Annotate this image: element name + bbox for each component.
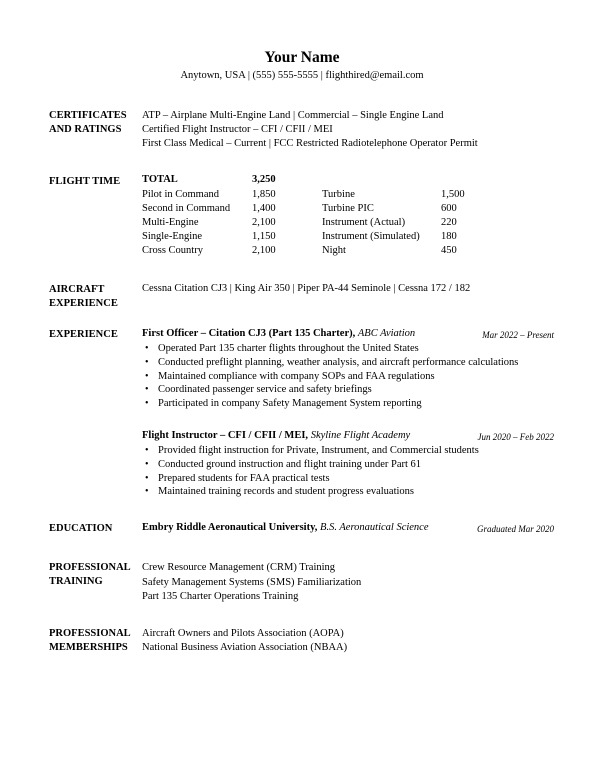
training-list (142, 561, 361, 605)
list-item: Aircraft Owners and Pilots Association (AOPA) (142, 628, 344, 639)
flight-time-right-values: 1,500 600 220 180 450 (441, 189, 465, 256)
education-label: EDUCATION (49, 523, 113, 534)
list-item: • Operated Part 135 charter flights throughout the United States (142, 342, 518, 356)
contact-line: Anytown, USA | (555) 555-5555 | flighthired@email.com (180, 70, 424, 81)
job-bullet-list (142, 444, 479, 499)
experience-label: EXPERIENCE (49, 329, 118, 340)
list-item: National Business Aviation Association (NBAA) (142, 642, 348, 653)
education-entry (142, 522, 429, 533)
job-bullet-list (142, 342, 518, 411)
list-item: Crew Resource Management (CRM) Training (142, 562, 336, 573)
resume-name: Your Name (264, 49, 340, 66)
job-dates: Jun 2020 – Feb 2022 (477, 432, 554, 442)
list-item: • Conducted ground instruction and flight training under Part 61 (142, 458, 479, 472)
job-heading (142, 430, 410, 441)
flight-time-label: FLIGHT TIME (49, 176, 121, 187)
list-item: Safety Management Systems (SMS) Familiarization (142, 576, 362, 588)
job-dates: Mar 2022 – Present (482, 330, 554, 340)
certificate-line: First Class Medical – Current | FCC Restricted Radiotelephone Operator Permit (142, 138, 478, 149)
certificates-label: CERTIFICATES AND RATINGS (49, 110, 127, 135)
job-title: First Officer – Citation CJ3 (Part 135 Charter), (142, 328, 356, 339)
list-item: • Participated in company Safety Management System reporting (142, 397, 518, 411)
flight-time-left-labels: Pilot in Command Second in Command Multi-Engine Single-Engine Cross Country (142, 189, 231, 256)
list-item: • Conducted preflight planning, weather analysis, and aircraft performance calculations (142, 356, 518, 370)
flight-total-value: 3,250 (252, 174, 276, 185)
job-title: Flight Instructor – CFI / CFII / MEI, (142, 430, 309, 441)
training-label: PROFESSIONAL TRAINING (49, 562, 131, 587)
aircraft-list: Cessna Citation CJ3 | King Air 350 | Piper PA-44 Seminole | Cessna 172 / 182 (142, 283, 471, 294)
flight-time-right-labels: Turbine Turbine PIC Instrument (Actual) Instrument (Simulated) Night (322, 189, 420, 256)
certificates-list (142, 109, 478, 151)
list-item: • Provided flight instruction for Private, Instrument, and Commercial students (142, 444, 479, 458)
memberships-label: PROFESSIONAL MEMBERSHIPS (49, 628, 131, 653)
certificate-line: ATP – Airplane Multi-Engine Land | Commercial – Single Engine Land (142, 110, 444, 121)
graduation-date: Graduated Mar 2020 (477, 524, 554, 534)
list-item: • Maintained training records and student progress evaluations (142, 485, 479, 499)
aircraft-label: AIRCRAFT EXPERIENCE (49, 284, 118, 309)
list-item: Part 135 Charter Operations Training (142, 591, 299, 602)
degree: B.S. Aeronautical Science (320, 522, 429, 533)
memberships-list (142, 627, 347, 655)
flight-total-label: TOTAL (142, 174, 178, 185)
job-company: Skyline Flight Academy (310, 430, 411, 441)
certificate-line: Certified Flight Instructor – CFI / CFII / MEI (142, 124, 333, 135)
list-item: • Coordinated passenger service and safety briefings (142, 383, 518, 397)
flight-time-left-values: 1,850 1,400 2,100 1,150 2,100 (252, 189, 276, 256)
list-item: • Prepared students for FAA practical tests (142, 472, 479, 486)
list-item: • Maintained compliance with company SOPs and FAA regulations (142, 370, 518, 384)
job-heading (142, 328, 415, 339)
job-company: ABC Aviation (357, 328, 416, 339)
school-name: Embry Riddle Aeronautical University, (142, 522, 318, 533)
